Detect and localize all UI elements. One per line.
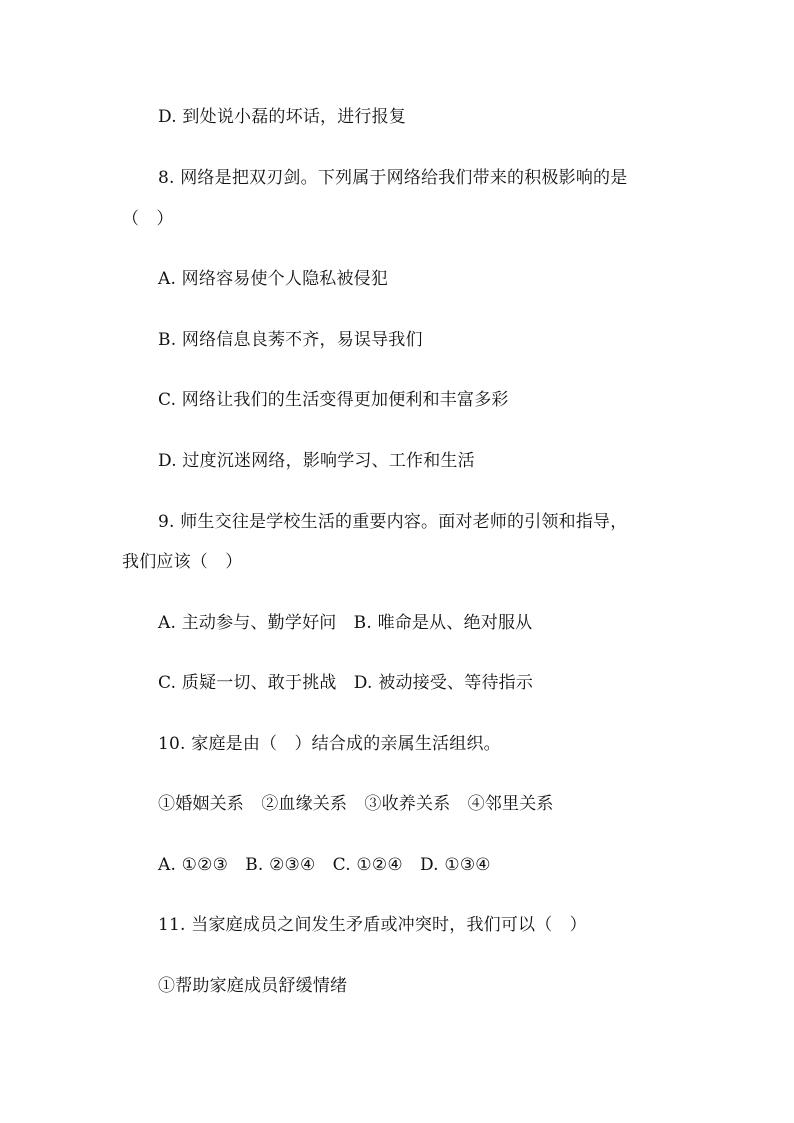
- q11-statement-1: ①帮助家庭成员舒缓情绪: [158, 976, 348, 996]
- q10-options: A. ①②③ B. ②③④ C. ①②④ D. ①③④: [158, 855, 491, 875]
- q8-option-c: C. 网络让我们的生活变得更加便利和丰富多彩: [158, 390, 509, 410]
- q8-option-b: B. 网络信息良莠不齐，易误导我们: [158, 330, 423, 350]
- q8-option-d: D. 过度沉迷网络，影响学习、工作和生活: [158, 451, 475, 471]
- q9-options-ab: A. 主动参与、勤学好问 B. 唯命是从、绝对服从: [158, 613, 533, 633]
- q9-stem-continued: 我们应该（ ）: [122, 552, 243, 572]
- q8-stem: 8. 网络是把双刃剑。下列属于网络给我们带来的积极影响的是: [158, 168, 628, 188]
- q9-stem: 9. 师生交往是学校生活的重要内容。面对老师的引领和指导，: [158, 512, 628, 532]
- q10-statements: ①婚姻关系 ②血缘关系 ③收养关系 ④邻里关系: [158, 794, 554, 814]
- q8-stem-continued: （ ）: [122, 209, 174, 229]
- q10-stem: 10. 家庭是由（ ）结合成的亲属生活组织。: [158, 734, 501, 754]
- q9-options-cd: C. 质疑一切、敢于挑战 D. 被动接受、等待指示: [158, 673, 534, 693]
- q7-option-d: D. 到处说小磊的坏话，进行报复: [158, 107, 407, 127]
- q8-option-a: A. 网络容易使个人隐私被侵犯: [158, 269, 389, 289]
- q11-stem: 11. 当家庭成员之间发生矛盾或冲突时，我们可以（ ）: [158, 915, 587, 935]
